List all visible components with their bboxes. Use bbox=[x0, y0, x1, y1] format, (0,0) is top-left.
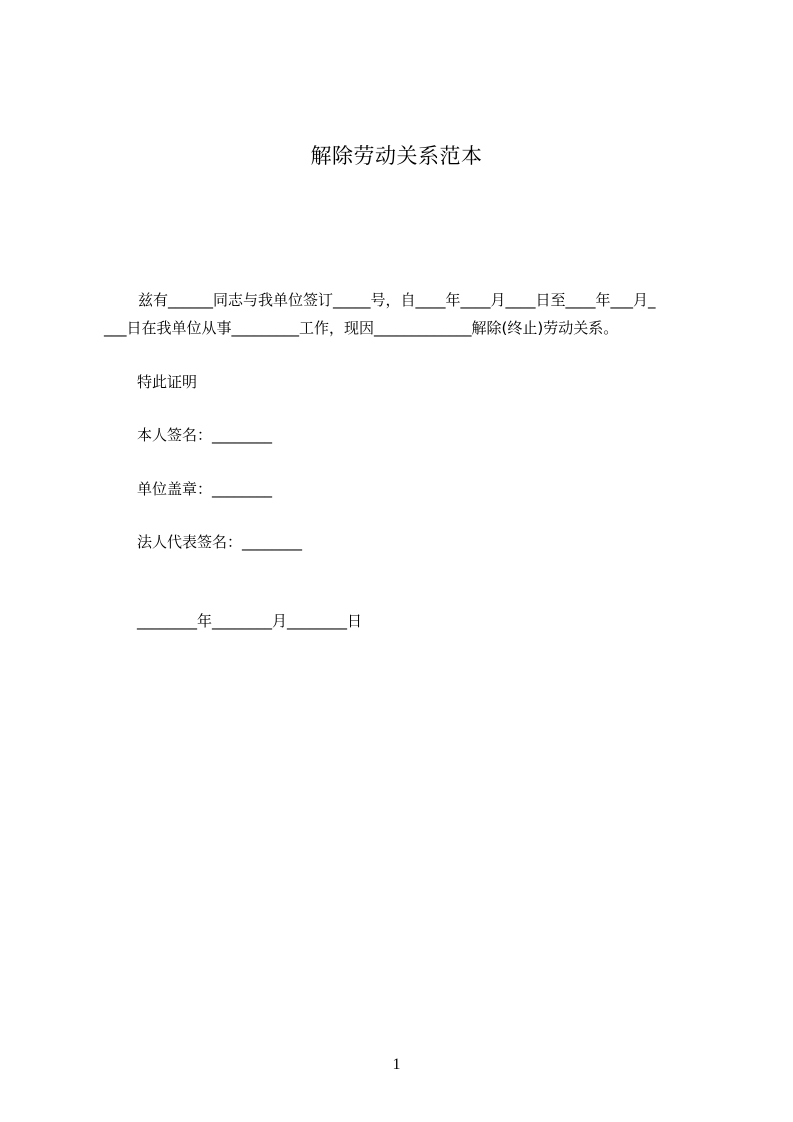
date-line: ________年________月________日 bbox=[137, 612, 363, 630]
certification-statement: 特此证明 bbox=[137, 373, 198, 391]
legal-representative-signature-line: 法人代表签名：________ bbox=[137, 533, 303, 551]
body-paragraph-line-1: 兹有______同志与我单位签订_____号，自____年____月____日至____年___月_ bbox=[138, 291, 656, 309]
body-paragraph-line-2: ___日在我单位从事_________工作，现因_____________解除(终止)劳动关系。 bbox=[104, 319, 619, 337]
page-number: 1 bbox=[392, 1056, 401, 1073]
document-title: 解除劳动关系范本 bbox=[310, 144, 483, 168]
self-signature-line: 本人签名：________ bbox=[137, 426, 273, 444]
unit-seal-line: 单位盖章：________ bbox=[137, 480, 273, 498]
